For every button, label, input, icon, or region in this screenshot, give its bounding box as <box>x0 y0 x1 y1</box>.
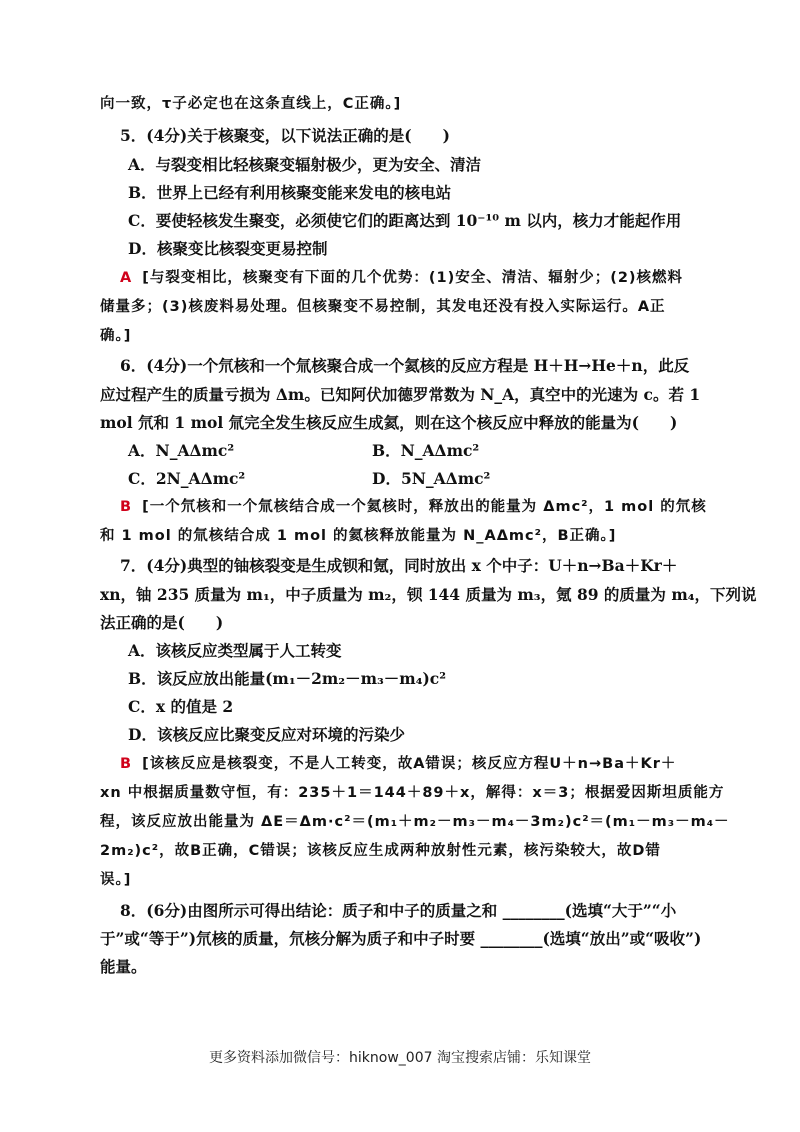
q7-answer: B <box>120 756 133 772</box>
q8-stem-3: 能量。 <box>100 957 147 976</box>
q7-explanation-2: xn 中根据质量数守恒，有：235＋1＝144＋89＋x，解得：x＝3；根据爱因斯坦质能方 <box>100 785 725 801</box>
page-footer: 更多资料添加微信号：hiknow_007 淘宝搜索店铺：乐知课堂 <box>209 1050 591 1066</box>
q5-option-a: A．与裂变相比轻核聚变辐射极少，更为安全、清洁 <box>128 155 482 174</box>
q6-option-b: B．N_AΔmc² <box>372 441 480 460</box>
q5-stem: 5．(4分)关于核聚变，以下说法正确的是( ) <box>120 126 450 145</box>
q6-option-d: D．5N_AΔmc² <box>372 469 491 488</box>
q7-explanation-1: B [该核反应是核裂变，不是人工转变，故A错误；核反应方程U＋n→Ba＋Kr＋ <box>120 756 677 772</box>
q7-stem-3: 法正确的是( ) <box>100 613 224 632</box>
q7-explanation-3: 程，该反应放出能量为 ΔE＝Δm·c²＝(m₁＋m₂－m₃－m₄－3m₂)c²＝(m₁－m₃－m₄－ <box>100 814 730 830</box>
q7-option-d: D．该核反应比聚变反应对环境的污染少 <box>128 725 405 744</box>
q4-explanation-end: 向一致，τ子必定也在这条直线上，C正确。] <box>100 96 402 112</box>
q5-explanation-2: 储量多；(3)核废料易处理。但核聚变不易控制，其发电还没有投入实际运行。A正 <box>100 299 666 315</box>
q7-stem-1: 7．(4分)典型的铀核裂变是生成钡和氪，同时放出 x 个中子：U＋n→Ba＋Kr＋ <box>120 556 678 575</box>
q5-explanation-3: 确。] <box>100 328 132 344</box>
q7-stem-2: xn，铀 235 质量为 m₁，中子质量为 m₂，钡 144 质量为 m₃，氪 89 的质量为 m₄，下列说 <box>100 585 757 604</box>
q5-option-c: C．要使轻核发生聚变，必须使它们的距离达到 10⁻¹⁰ m 以内，核力才能起作用 <box>128 211 682 230</box>
q6-explanation-1: B [一个氘核和一个氚核结合成一个氦核时，释放出的能量为 Δmc²，1 mol 的氘核 <box>120 499 707 515</box>
q5-explanation-1: A [与裂变相比，核聚变有下面的几个优势：(1)安全、清洁、辐射少；(2)核燃料 <box>120 270 684 286</box>
q7-option-a: A．该核反应类型属于人工转变 <box>128 641 342 660</box>
q6-option-a: A．N_AΔmc² <box>128 441 235 460</box>
q8-stem-2: 于”或“等于”)氘核的质量，氘核分解为质子和中子时要 ________(选填“放出”或“吸收”) <box>100 929 702 948</box>
q5-option-d: D．核聚变比核裂变更易控制 <box>128 239 328 258</box>
q6-stem-1: 6．(4分)一个氘核和一个氚核聚合成一个氦核的反应方程是 H＋H→He＋n，此反 <box>120 356 690 375</box>
q6-stem-3: mol 氘和 1 mol 氚完全发生核反应生成氦，则在这个核反应中释放的能量为( ) <box>100 413 678 432</box>
q6-options-row-2 <box>0 469 800 489</box>
q8-stem-1: 8．(6分)由图所示可得出结论：质子和中子的质量之和 ________(选填“大于”“小 <box>120 901 677 920</box>
q7-explanation-4: 2m₂)c²，故B正确，C错误；该核反应生成两种放射性元素，核污染较大，故D错 <box>100 843 661 859</box>
q6-explanation-2: 和 1 mol 的氚核结合成 1 mol 的氦核释放能量为 N_AΔmc²，B正确。] <box>100 528 617 544</box>
q7-explanation-5: 误。] <box>100 872 132 888</box>
q5-answer: A <box>120 270 133 286</box>
q7-option-c: C．x 的值是 2 <box>128 697 234 716</box>
q6-answer: B <box>120 499 133 515</box>
q6-option-c: C．2N_AΔmc² <box>128 469 246 488</box>
q6-options-row-1 <box>0 441 800 461</box>
q6-stem-2: 应过程产生的质量亏损为 Δm。已知阿伏加德罗常数为 N_A，真空中的光速为 c。若 1 <box>100 385 701 404</box>
q5-option-b: B．世界上已经有利用核聚变能来发电的核电站 <box>128 183 452 202</box>
q7-option-b: B．该反应放出能量(m₁－2m₂－m₃－m₄)c² <box>128 669 447 688</box>
